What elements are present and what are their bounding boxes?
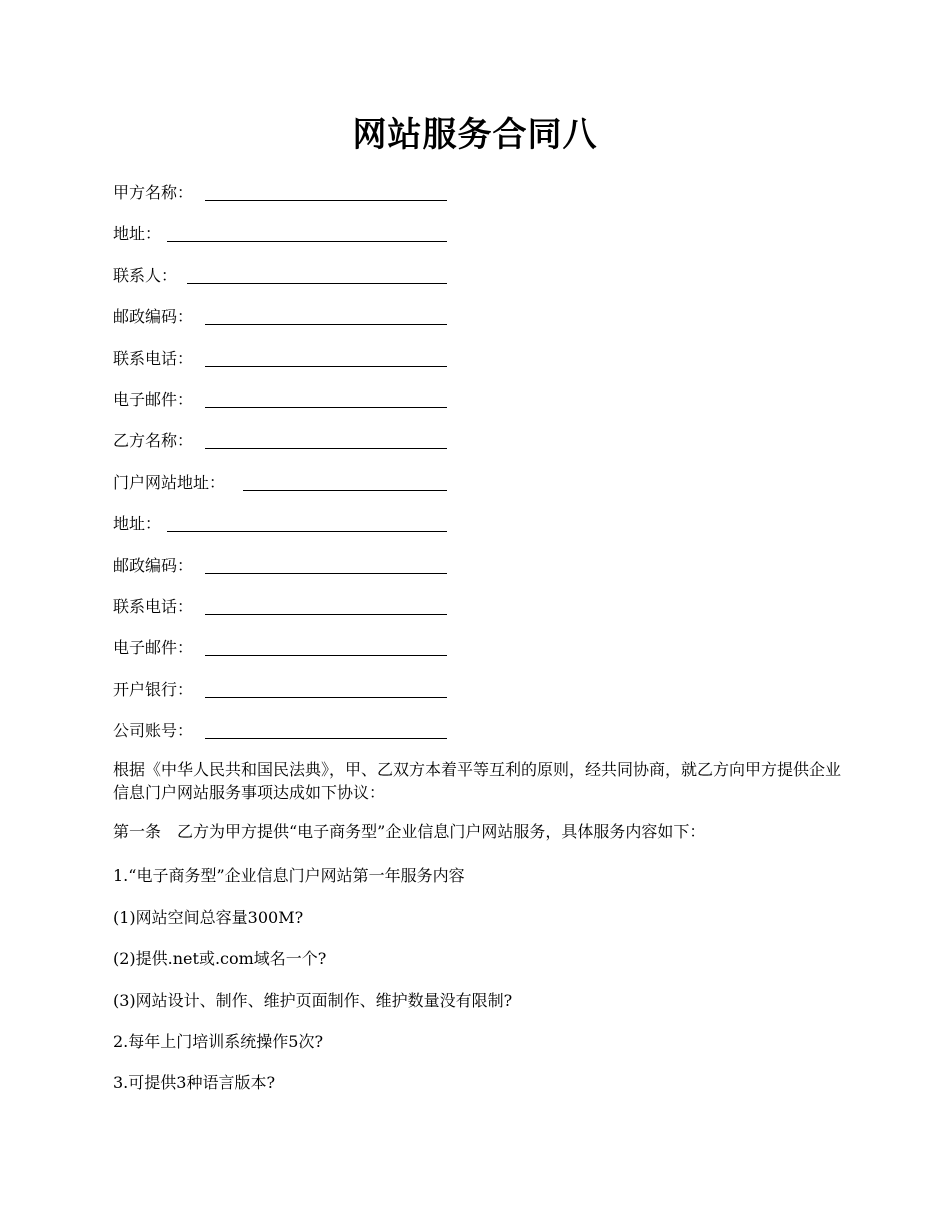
party-b-portal-address-field bbox=[113, 470, 225, 496]
fill-in-line bbox=[205, 366, 447, 367]
field-label: 邮政编码： bbox=[113, 307, 194, 326]
party-b-name-field bbox=[113, 428, 193, 454]
party-a-contact-field bbox=[113, 263, 177, 289]
fill-in-line bbox=[205, 573, 447, 574]
fill-in-line bbox=[205, 738, 447, 739]
fill-in-line bbox=[243, 490, 447, 491]
field-label: 联系电话： bbox=[113, 349, 194, 368]
field-label: 电子邮件： bbox=[113, 390, 194, 409]
article-one-heading: 第一条 乙方为甲方提供“电子商务型”企业信息门户网站服务，具体服务内容如下： bbox=[113, 822, 706, 841]
clause-item: (2)提供.net或.com域名一个? bbox=[113, 949, 327, 968]
party-a-name-field bbox=[113, 180, 193, 206]
fill-in-line bbox=[205, 448, 447, 449]
field-label: 电子邮件： bbox=[113, 638, 194, 657]
field-label: 公司账号： bbox=[113, 721, 194, 740]
field-label: 乙方名称： bbox=[113, 431, 194, 450]
field-label: 邮政编码： bbox=[113, 556, 194, 575]
fill-in-line bbox=[187, 283, 447, 284]
party-b-address-field bbox=[113, 511, 161, 537]
clause-item: 1.“电子商务型”企业信息门户网站第一年服务内容 bbox=[113, 866, 465, 885]
party-a-postcode-field bbox=[113, 304, 193, 330]
clause-item: (3)网站设计、制作、维护页面制作、维护数量没有限制? bbox=[113, 991, 513, 1010]
fill-in-line bbox=[167, 531, 447, 532]
fill-in-line bbox=[205, 200, 447, 201]
clause-item: (1)网站空间总容量300M? bbox=[113, 908, 304, 927]
field-label: 联系人： bbox=[113, 266, 178, 285]
party-b-email-field bbox=[113, 635, 193, 661]
party-a-phone-field bbox=[113, 346, 193, 372]
party-b-phone-field bbox=[113, 594, 193, 620]
field-label: 地址： bbox=[113, 224, 162, 243]
field-label: 甲方名称： bbox=[113, 183, 194, 202]
field-label: 门户网站地址： bbox=[113, 473, 226, 492]
fill-in-line bbox=[167, 241, 447, 242]
fill-in-line bbox=[205, 614, 447, 615]
page-title: 网站服务合同八 bbox=[352, 115, 598, 155]
party-b-bank-field bbox=[113, 677, 193, 703]
field-label: 地址： bbox=[113, 514, 162, 533]
fill-in-line bbox=[205, 407, 447, 408]
field-label: 开户银行： bbox=[113, 680, 194, 699]
party-a-email-field bbox=[113, 387, 193, 413]
clause-item: 3.可提供3种语言版本? bbox=[113, 1073, 276, 1092]
field-label: 联系电话： bbox=[113, 597, 194, 616]
fill-in-line bbox=[205, 697, 447, 698]
party-b-postcode-field bbox=[113, 553, 193, 579]
party-a-address-field bbox=[113, 221, 161, 247]
clause-item: 2.每年上门培训系统操作5次? bbox=[113, 1032, 324, 1051]
fill-in-line bbox=[205, 324, 447, 325]
preamble-paragraph: 根据《中华人民共和国民法典》，甲、乙双方本着平等互利的原则，经共同协商，就乙方向甲方提供企业信息门户网站服务事项达成如下协议： bbox=[113, 760, 842, 802]
fill-in-line bbox=[205, 655, 447, 656]
party-b-account-field bbox=[113, 718, 193, 744]
